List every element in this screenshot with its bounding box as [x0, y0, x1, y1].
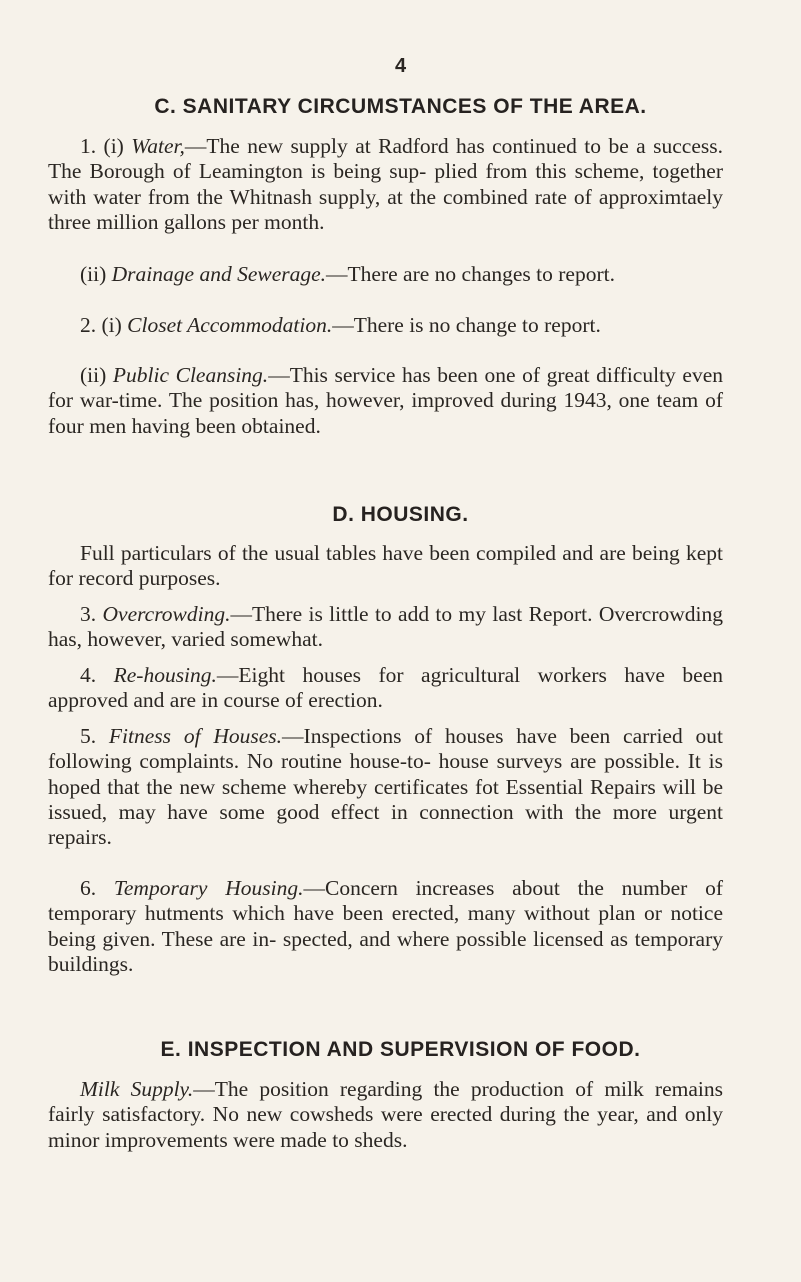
paragraph-text: —There is little to add to my last Report. Overcrowding has, however, varied somewhat. — [48, 602, 724, 652]
paragraph-particulars — [48, 541, 723, 592]
paragraph-title: Drainage and Sewerage. — [111, 262, 327, 286]
paragraph-title: Temporary Housing. — [113, 876, 304, 900]
paragraph-title: Public Cleansing. — [112, 363, 269, 387]
paragraph-cleansing — [48, 363, 723, 439]
paragraph-number: (ii) — [80, 363, 113, 387]
paragraph-text: —There is no change to report. — [332, 313, 601, 337]
page-number: 4 — [394, 55, 407, 77]
paragraph-text: —Eight houses for agricultural workers have been approved and are in course of erection. — [48, 663, 723, 713]
paragraph-overcrowding — [48, 602, 723, 653]
paragraph-title: Closet Accommodation. — [127, 313, 333, 337]
paragraph-closet — [48, 313, 723, 338]
section-c-heading: C. SANITARY CIRCUMSTANCES OF THE AREA. — [154, 95, 647, 118]
paragraph-text: —The new supply at Radford has continued to be a success. The Borough of Leamington is being sup- plied from this scheme, together with water from the Whitnash supply, at the combined rate of approximtaely three million gallons per month. — [48, 134, 723, 234]
paragraph-text: —This service has been one of great difficulty even for war-time. The position has, however, improved during 1943, one team of four men having been obtained. — [48, 363, 723, 438]
paragraph-title: Overcrowding. — [102, 602, 231, 626]
paragraph-number: 3. — [80, 602, 103, 626]
paragraph-number: 6. — [80, 876, 114, 900]
paragraph-drainage — [48, 262, 723, 287]
paragraph-title: Fitness of Houses. — [108, 724, 283, 748]
section-e-heading: E. INSPECTION AND SUPERVISION OF FOOD. — [160, 1038, 641, 1061]
paragraph-text: Full particulars of the usual tables have been compiled and are being kept for record purposes. — [48, 541, 723, 591]
paragraph-water — [48, 134, 723, 235]
paragraph-text: —The position regarding the production of milk remains fairly satisfactory. No new cowsheds were erected during the year, and only minor improvements were made to sheds. — [48, 1077, 723, 1152]
paragraph-temporary-housing — [48, 876, 723, 977]
section-d-heading: D. HOUSING. — [332, 503, 469, 526]
paragraph-number: 4. — [80, 663, 114, 687]
paragraph-text: —There are no changes to report. — [326, 262, 615, 286]
paragraph-number: 5. — [80, 724, 109, 748]
paragraph-title: Milk Supply. — [80, 1077, 194, 1101]
paragraph-text: —Inspections of houses have been carried out following complaints. No routine house-to- house surveys are possible. It is hoped that the new scheme whereby certificates fot Essential Repairs will be issued, may have some good effect in connection with the more urgent repairs. — [48, 724, 723, 850]
paragraph-title: Re-housing. — [113, 663, 217, 687]
paragraph-number: 1. (i) — [80, 134, 132, 158]
paragraph-fitness — [48, 724, 723, 850]
paragraph-rehousing — [48, 663, 723, 714]
paragraph-milk-supply — [48, 1077, 723, 1153]
paragraph-text: —Concern increases about the number of temporary hutments which have been erected, many without plan or notice being given. These are in- spected, and where possible licensed as temporary buildings. — [48, 876, 724, 976]
paragraph-number: 2. (i) — [80, 313, 128, 337]
paragraph-number: (ii) — [80, 262, 112, 286]
paragraph-title: Water, — [131, 134, 185, 158]
